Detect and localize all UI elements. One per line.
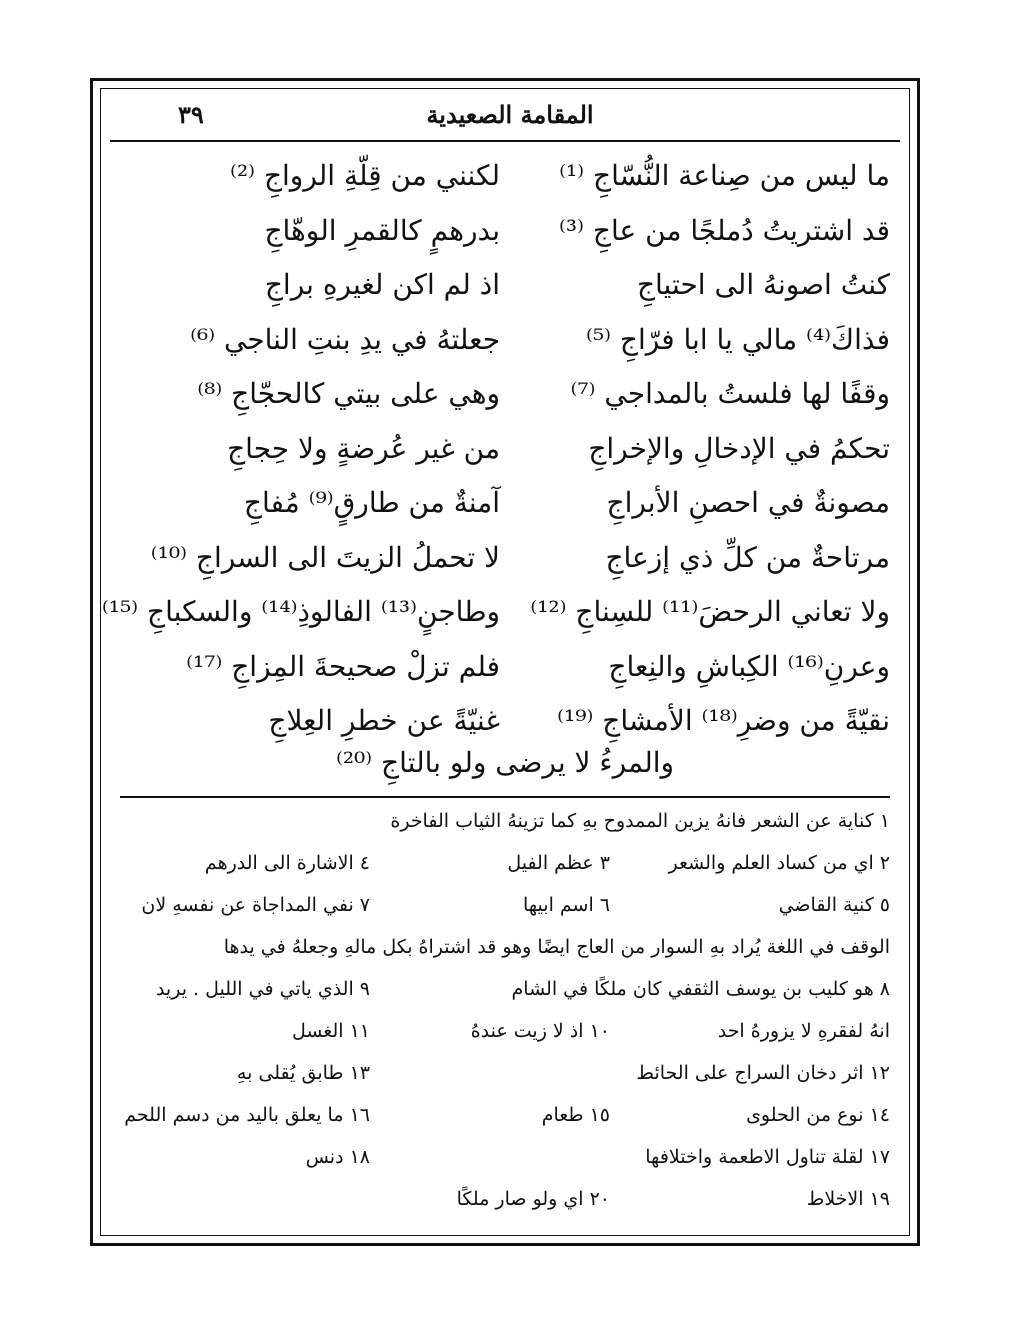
footnote: ٢٠ اي ولو صار ملكًا [456, 1188, 610, 1210]
verse-first-hemistich: مرتاحةٌ من كلِّ ذي إزعاجِ [605, 540, 890, 574]
footnote: ١٢ اثر دخان السراج على الحائط [636, 1062, 890, 1084]
footnote: ١٥ طعام [541, 1104, 610, 1126]
verse-first-hemistich: وقفًا لها فلستُ بالمداجي ⁽⁷⁾ [570, 377, 890, 410]
verse-first-hemistich: تحكمُ في الإدخالِ والإخراجِ [588, 431, 890, 465]
verse [101, 584, 890, 639]
verse-second-hemistich: فلم تزلْ صحيحةَ المِزاجِ ⁽¹⁷⁾ [186, 649, 500, 683]
footnote: ١٣ طابق يُقلى بهِ [236, 1062, 370, 1084]
footnote-row [120, 800, 890, 842]
verse-second-hemistich: وهي على بيتي كالحجّاجِ ⁽⁸⁾ [197, 377, 500, 410]
poem [101, 148, 890, 779]
footnote-row [120, 926, 890, 968]
verse-first-hemistich: قد اشتريتُ دُملجًا من عاجِ ⁽³⁾ [559, 213, 890, 247]
footnote: ١٠ اذ لا زيت عندهُ [470, 1020, 610, 1042]
verse-first-hemistich: وعرنِ⁽¹⁶⁾ الكِباشِ والنِعاجِ [608, 649, 890, 683]
footnote: ٣ عظم الفيل [507, 852, 610, 874]
footnote: ٧ نفي المداجاة عن نفسهِ لان [141, 894, 370, 916]
verse [120, 639, 890, 694]
verse [120, 530, 890, 585]
verse-second-hemistich: لكنني من قِلّةِ الرواجِ ⁽²⁾ [230, 159, 500, 192]
footnote: ١٦ ما يعلق باليد من دسم اللحم [124, 1104, 370, 1126]
verse-first-hemistich: ولا تعاني الرحضَ⁽¹¹⁾ للسِناجِ ⁽¹²⁾ [530, 595, 890, 628]
header-divider [110, 140, 900, 142]
footnote-row [120, 968, 890, 1010]
verse-second-hemistich: آمنةٌ من طارقٍ⁽⁹⁾ مُفاجِ [243, 486, 500, 519]
footnote-row [120, 1136, 890, 1178]
verse-second-hemistich: لا تحملُ الزيتَ الى السراجِ ⁽¹⁰⁾ [150, 540, 500, 574]
footnote-row [120, 1010, 890, 1052]
footnote: ٥ كنية القاضي [778, 894, 890, 916]
verse [120, 366, 890, 421]
verse [120, 421, 890, 476]
footnote-row [120, 1094, 890, 1136]
footnotes [120, 800, 890, 1220]
footnote: ٩ الذي ياتي في الليل . يريد [155, 978, 370, 1000]
verse-second-hemistich: بدرهمٍ كالقمرِ الوهّاجِ [264, 213, 500, 247]
footnote: ٢ اي من كساد العلم والشعر [668, 852, 890, 874]
footnote: ١١ الغسل [291, 1020, 370, 1042]
verse [120, 257, 890, 312]
footnote: ١ كناية عن الشعر فانهُ يزين الممدوح بهِ كما تزينهُ الثياب الفاخرة [390, 810, 890, 832]
footnote: الوقف في اللغة يُراد بهِ السوار من العاج ايضًا وهو قد اشتراهُ بكل مالهِ وجعلهُ في يدها [223, 936, 890, 958]
verse [120, 148, 890, 203]
verse-first-hemistich: فذاكَ⁽⁴⁾ مالي يا ابا فرّاجِ ⁽⁵⁾ [586, 322, 890, 356]
verse-second-hemistich: من غير عُرضةٍ ولا حِجاجِ [227, 431, 500, 465]
footnote: انهُ لفقرهِ لا يزورهُ احد [717, 1020, 890, 1042]
verse [120, 312, 890, 367]
footnote: ١٧ لقلة تناول الاطعمة واختلافها [645, 1146, 890, 1168]
verse-first-hemistich: نقيّةً من وضرِ⁽¹⁸⁾ الأمشاجِ ⁽¹⁹⁾ [557, 704, 890, 737]
footnote: ٤ الاشارة الى الدرهم [204, 852, 370, 874]
footnote-row [120, 1178, 890, 1220]
verse [120, 203, 890, 258]
page-title: المقامة الصعيدية [426, 100, 594, 129]
verse-second-hemistich: جعلتهُ في يدِ بنتِ الناجي ⁽⁶⁾ [190, 322, 500, 356]
page-number: ٣٩ [178, 100, 204, 129]
footnotes-divider [120, 796, 890, 798]
footnote: ١٨ دنس [305, 1146, 370, 1168]
footnote-row [120, 842, 890, 884]
verse-first-hemistich: ما ليس من صِناعة النُّسّاجِ ⁽¹⁾ [559, 159, 890, 192]
final-verse: والمرءُ لا يرضى ولو بالتاجِ ⁽²⁰⁾ [335, 746, 675, 779]
verse-first-hemistich: كنتُ اصونهُ الى احتياجِ [636, 268, 890, 301]
verse-second-hemistich: وطاجنٍ⁽¹³⁾ الفالوذِ⁽¹⁴⁾ والسكباجِ ⁽¹⁵⁾ [101, 595, 500, 628]
footnote: ٨ هو كليب بن يوسف الثقفي كان ملكًا في الشام [511, 978, 890, 1000]
footnote: ١٤ نوع من الحلوى [746, 1104, 890, 1126]
verse-second-hemistich: غنيّةً عن خطرِ العِلاجِ [268, 704, 500, 737]
footnote-row [120, 884, 890, 926]
footnote: ١٩ الاخلاط [806, 1188, 890, 1210]
verse [120, 693, 890, 748]
verse-first-hemistich: مصونةٌ في احصنِ الأبراجِ [606, 486, 890, 519]
footnote: ٦ اسم ابيها [523, 894, 610, 916]
verse [120, 475, 890, 530]
footnote-row [120, 1052, 890, 1094]
verse-second-hemistich: اذ لم اكن لغيرهِ براجِ [264, 268, 500, 301]
page-header [150, 100, 870, 142]
